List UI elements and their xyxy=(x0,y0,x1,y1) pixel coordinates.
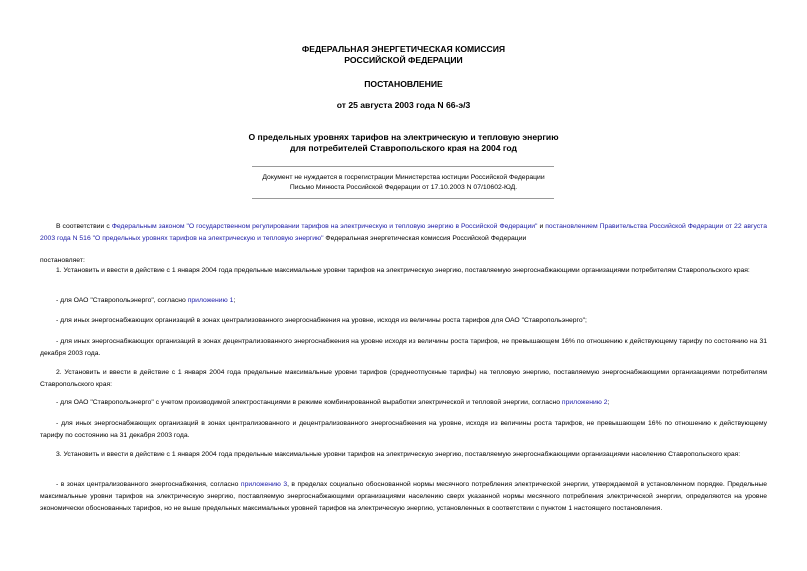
clause-1-item-a xyxy=(40,295,767,307)
clause-2a-tail: ; xyxy=(607,399,610,406)
appendix-2-link[interactable]: приложению 2 xyxy=(561,399,608,406)
clause-3a-rest: , в пределах социально обоснованной нормы месячного потребления электрической энергии, утверждаемой в установленном порядке. Предельные максимальные уровни тарифов на электрическую энергию, поставляемую энергоснабжающими организациями населению сверх указанной нормы месячного потребления электрической энергии, определяются на уровне экономически обоснованных тарифов, но не выше предельных максимальных уровней тарифов на электрическую энергию, установленных в соответствии с пунктом 1 настоящего постановления. xyxy=(40,481,767,512)
registration-note-line1: Документ не нуждается в госрегистрации Министерства юстиции Российской Федерации xyxy=(262,174,545,181)
government-decree-link[interactable]: постановлением Правительства Российской Федерации от 22 августа 2003 года N 516 "О предельных уровнях тарифов на электрическую и тепловую энергию" xyxy=(40,223,767,242)
clause-2a-text: - для ОАО "Ставропольэнерго" с учетом производимой электростанциями в режиме комбинированной выработки электрической и тепловой энергии, согласно xyxy=(56,399,562,406)
preamble-text-1: В соответствии с xyxy=(56,223,112,230)
preamble-text-3: Федеральная энергетическая комиссия Российской Федерации xyxy=(323,235,527,242)
clause-1-item-b: - для иных энергоснабжающих организаций в зонах централизованного энергоснабжения на уровне, исходя из величины роста тарифов для ОАО "Ставропольэнерго"; xyxy=(56,317,587,324)
doc-date: от 25 августа 2003 года N 66-э/3 xyxy=(336,100,471,110)
preamble-text-2: и xyxy=(537,223,546,230)
registration-note-line2: Письмо Минюста Российской Федерации от 17.10.2003 N 07/10602-ЮД. xyxy=(289,184,518,191)
org-name-line1: ФЕДЕРАЛЬНАЯ ЭНЕРГЕТИЧЕСКАЯ КОМИССИЯ xyxy=(301,44,506,54)
doc-type: ПОСТАНОВЛЕНИЕ xyxy=(364,79,443,89)
preamble-paragraph xyxy=(40,221,767,245)
decree-word: постановляет: xyxy=(40,257,85,264)
clause-2-item-a xyxy=(40,397,767,409)
org-name-line2: РОССИЙСКОЙ ФЕДЕРАЦИИ xyxy=(344,55,463,65)
doc-title-line1: О предельных уровнях тарифов на электрическую и тепловую энергию xyxy=(248,132,559,142)
clause-2-item-b: - для иных энергоснабжающих организаций в зонах централизованного и децентрализованного энергоснабжения на уровне, исходя из величины роста тарифов, не превышающем 16% по отношению к действующему тарифу по состоянию на 31 декабря 2003 года. xyxy=(40,420,767,439)
appendix-1-link[interactable]: приложению 1 xyxy=(187,297,234,304)
clause-2: 2. Установить и ввести в действие с 1 января 2004 года предельные максимальные уровни тарифов (среднеотпускные тарифы) на тепловую энергию, поставляемую энергоснабжающими организациями потребителям Ставропольского края: xyxy=(40,369,767,388)
appendix-3-link[interactable]: приложению 3 xyxy=(240,481,288,488)
federal-law-link[interactable]: Федеральным законом "О государственном регулировании тарифов на электрическую и тепловую энергию в Российской Федерации" xyxy=(111,223,538,230)
clause-1: 1. Установить и ввести в действие с 1 января 2004 года предельные максимальные уровни тарифов на электрическую энергию, поставляемую энергоснабжающими организациями потребителям Ставропольского края: xyxy=(56,267,750,274)
clause-3-item-a xyxy=(40,479,767,515)
doc-title-line2: для потребителей Ставропольского края на 2004 год xyxy=(290,143,517,153)
note-bottom-rule xyxy=(252,198,554,199)
clause-3: 3. Установить и ввести в действие с 1 января 2004 года предельные максимальные уровни тарифов на электрическую энергию, поставляемую энергоснабжающими организациями населению Ставропольского края: xyxy=(56,451,741,458)
clause-1-item-c: - для иных энергоснабжающих организаций в зонах децентрализованного энергоснабжения на уровне исходя из величины роста тарифов, не превышающем 16% по отношению к действующему тарифу по состоянию на 31 декабря 2003 года. xyxy=(40,338,767,357)
clause-3a-text: - в зонах централизованного энергоснабжения, согласно xyxy=(56,481,241,488)
clause-1a-text: - для ОАО "Ставропольэнерго", согласно xyxy=(56,297,188,304)
note-top-rule xyxy=(252,166,554,167)
clause-1a-tail: ; xyxy=(233,297,236,304)
